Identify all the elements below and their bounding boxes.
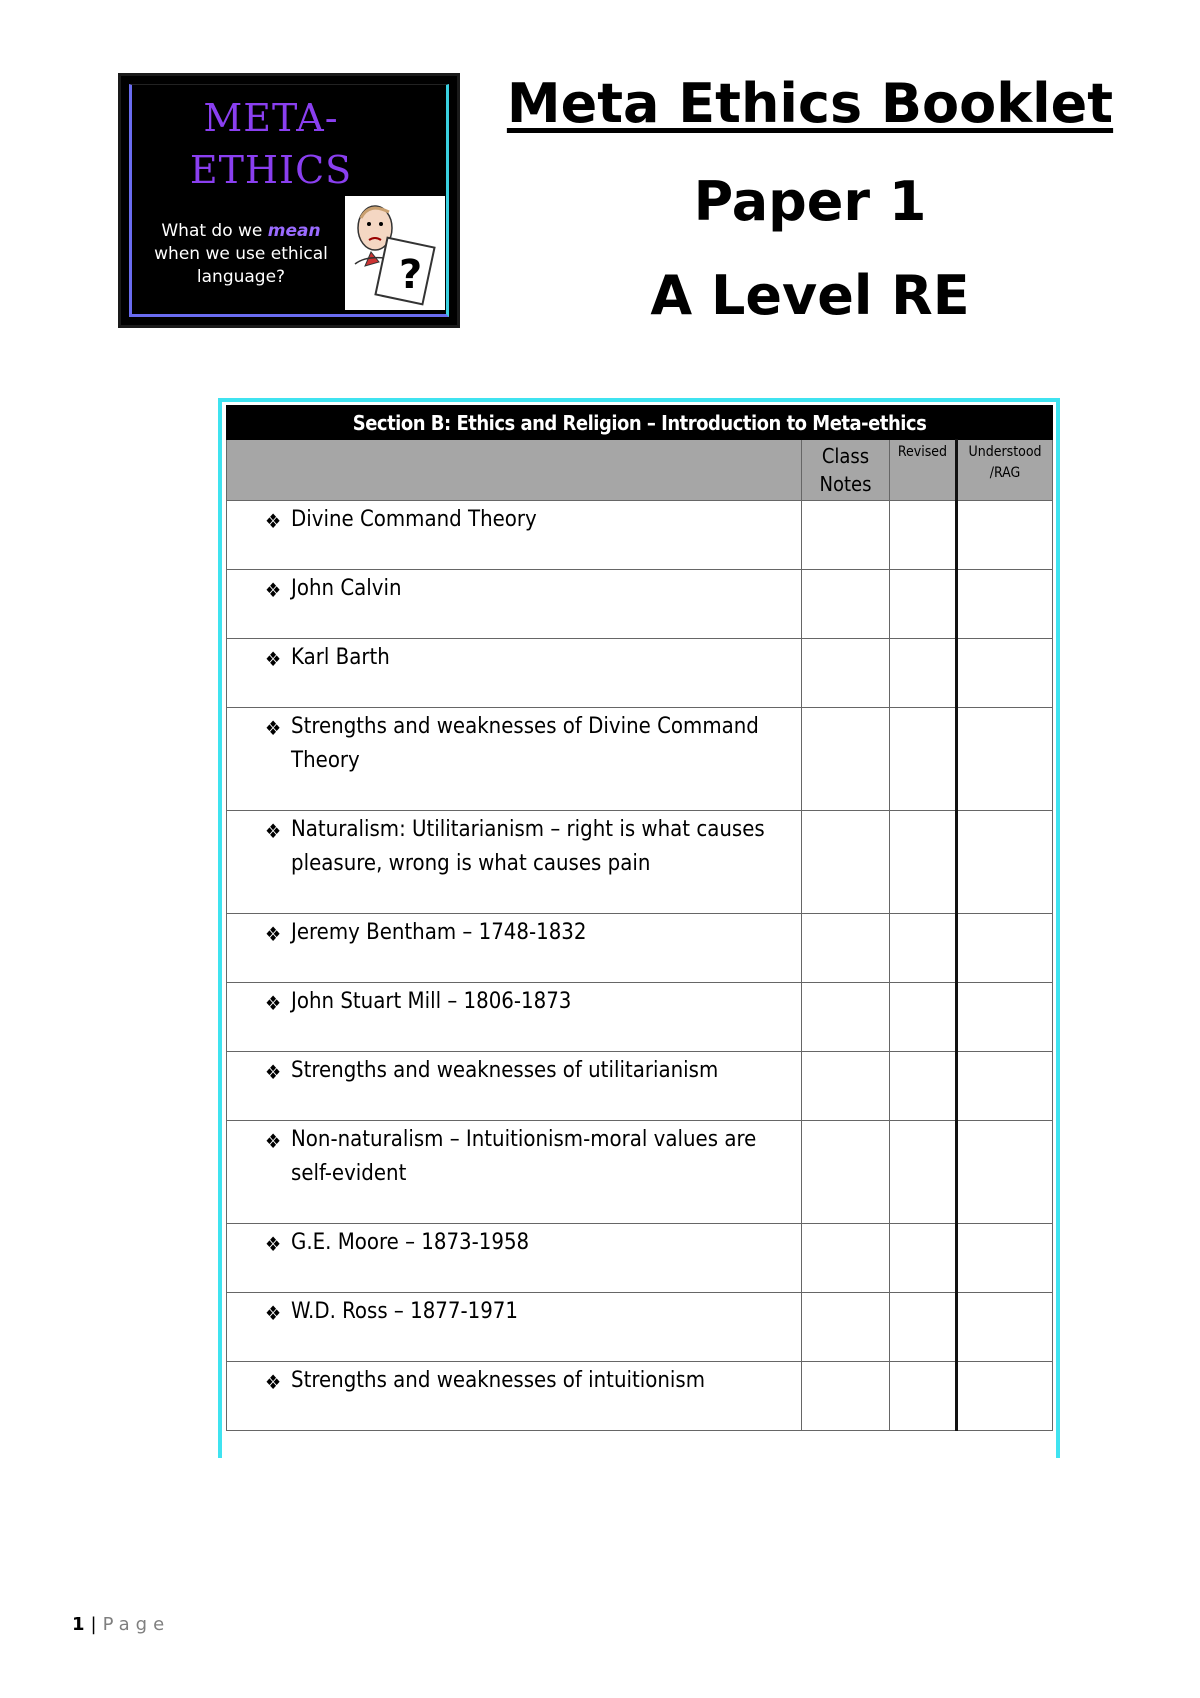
topic-cell [227,639,802,708]
topic-label: Karl Barth [291,645,390,670]
table-row [227,1362,1053,1431]
class-notes-cell[interactable] [802,1224,890,1293]
class-notes-cell[interactable] [802,983,890,1052]
revised-header: Revised [890,440,957,501]
topic-checklist-table [226,405,1053,1431]
revised-cell[interactable] [890,1224,957,1293]
topic-label: Divine Command Theory [291,507,537,532]
table-row [227,1052,1053,1121]
column-header-row [227,440,1053,501]
confused-person-icon [345,196,445,310]
topic-cell [227,1121,802,1224]
understood-rag-cell[interactable] [957,570,1053,639]
topic-cell [227,983,802,1052]
topic-label: Strengths and weaknesses of intuitionism [291,1368,705,1393]
class-notes-cell[interactable] [802,811,890,914]
section-heading: Section B: Ethics and Religion – Introduction to Meta-ethics [227,406,1053,440]
table-row [227,914,1053,983]
class-notes-cell[interactable] [802,639,890,708]
diamond-bullet-icon: ❖ [265,1301,282,1325]
understood-rag-cell[interactable] [957,914,1053,983]
page-footer [72,1614,170,1635]
page-number: 1 [72,1614,85,1635]
table-row [227,1224,1053,1293]
revised-cell[interactable] [890,914,957,983]
diamond-bullet-icon: ❖ [265,509,282,533]
booklet-title: Meta Ethics Booklet [506,72,1114,135]
revised-cell[interactable] [890,639,957,708]
topic-label: Jeremy Bentham – 1748-1832 [291,920,587,945]
cover-question-post: when we use ethical language? [154,244,328,287]
diamond-bullet-icon: ❖ [265,1370,282,1394]
understood-rag-cell[interactable] [957,1052,1053,1121]
diamond-bullet-icon: ❖ [265,991,282,1015]
cover-title-line2: ETHICS [189,148,353,192]
class-notes-cell[interactable] [802,501,890,570]
class-notes-header: Class Notes [802,440,890,501]
diamond-bullet-icon: ❖ [265,922,282,946]
table-row [227,1293,1053,1362]
diamond-bullet-icon: ❖ [265,1129,282,1153]
revised-cell[interactable] [890,708,957,811]
topic-cell [227,570,802,639]
table-row [227,708,1053,811]
revised-cell[interactable] [890,1052,957,1121]
level-subtitle: A Level RE [650,264,970,327]
understood-rag-cell[interactable] [957,639,1053,708]
topic-cell [227,811,802,914]
table-row [227,639,1053,708]
understood-rag-cell[interactable] [957,811,1053,914]
topic-label: Naturalism: Utilitarianism – right is what causes pleasure, wrong is what causes pain [291,817,765,876]
revised-cell[interactable] [890,1121,957,1224]
table-row [227,983,1053,1052]
paper-subtitle: Paper 1 [693,170,927,233]
understood-rag-cell[interactable] [957,708,1053,811]
cover-image [118,73,460,328]
diamond-bullet-icon: ❖ [265,647,282,671]
topic-label: John Stuart Mill – 1806-1873 [291,989,572,1014]
diamond-bullet-icon: ❖ [265,578,282,602]
revised-cell[interactable] [890,983,957,1052]
understood-rag-cell[interactable] [957,1362,1053,1431]
topic-label: W.D. Ross – 1877-1971 [291,1299,518,1324]
table-row [227,1121,1053,1224]
cover-question-pre: What do we [161,221,268,241]
topic-column-header [227,440,802,501]
class-notes-cell[interactable] [802,570,890,639]
class-notes-cell[interactable] [802,1052,890,1121]
revised-cell[interactable] [890,501,957,570]
svg-text:?: ? [399,252,423,298]
revised-cell[interactable] [890,570,957,639]
class-notes-cell[interactable] [802,1362,890,1431]
revised-cell[interactable] [890,811,957,914]
understood-rag-cell[interactable] [957,501,1053,570]
topic-cell [227,1293,802,1362]
class-notes-cell[interactable] [802,1293,890,1362]
page-label: Page [102,1614,171,1635]
topic-label: Strengths and weaknesses of Divine Command Theory [291,714,759,773]
diamond-bullet-icon: ❖ [265,1232,282,1256]
topic-label: Strengths and weaknesses of utilitarianism [291,1058,719,1083]
topic-label: Non-naturalism – Intuitionism-moral values are self-evident [291,1127,757,1186]
understood-rag-cell[interactable] [957,1293,1053,1362]
topic-cell [227,914,802,983]
diamond-bullet-icon: ❖ [265,716,282,740]
table-row [227,501,1053,570]
class-notes-cell[interactable] [802,708,890,811]
table-row [227,570,1053,639]
topic-cell [227,1362,802,1431]
table-row [227,811,1053,914]
topic-cell [227,1224,802,1293]
class-notes-cell[interactable] [802,1121,890,1224]
cover-question-emphasis: mean [267,221,321,241]
revised-cell[interactable] [890,1362,957,1431]
understood-rag-cell[interactable] [957,1121,1053,1224]
revised-cell[interactable] [890,1293,957,1362]
diamond-bullet-icon: ❖ [265,819,282,843]
cover-question [143,220,339,289]
class-notes-cell[interactable] [802,914,890,983]
cover-title-line1: META- [203,96,339,140]
topic-label: John Calvin [291,576,402,601]
understood-rag-cell[interactable] [957,1224,1053,1293]
diamond-bullet-icon: ❖ [265,1060,282,1084]
topic-cell [227,1052,802,1121]
understood-rag-cell[interactable] [957,983,1053,1052]
footer-separator: | [90,1614,97,1635]
understood-rag-header: Understood /RAG [957,440,1053,501]
topic-cell [227,501,802,570]
topic-label: G.E. Moore – 1873-1958 [291,1230,530,1255]
topic-cell [227,708,802,811]
